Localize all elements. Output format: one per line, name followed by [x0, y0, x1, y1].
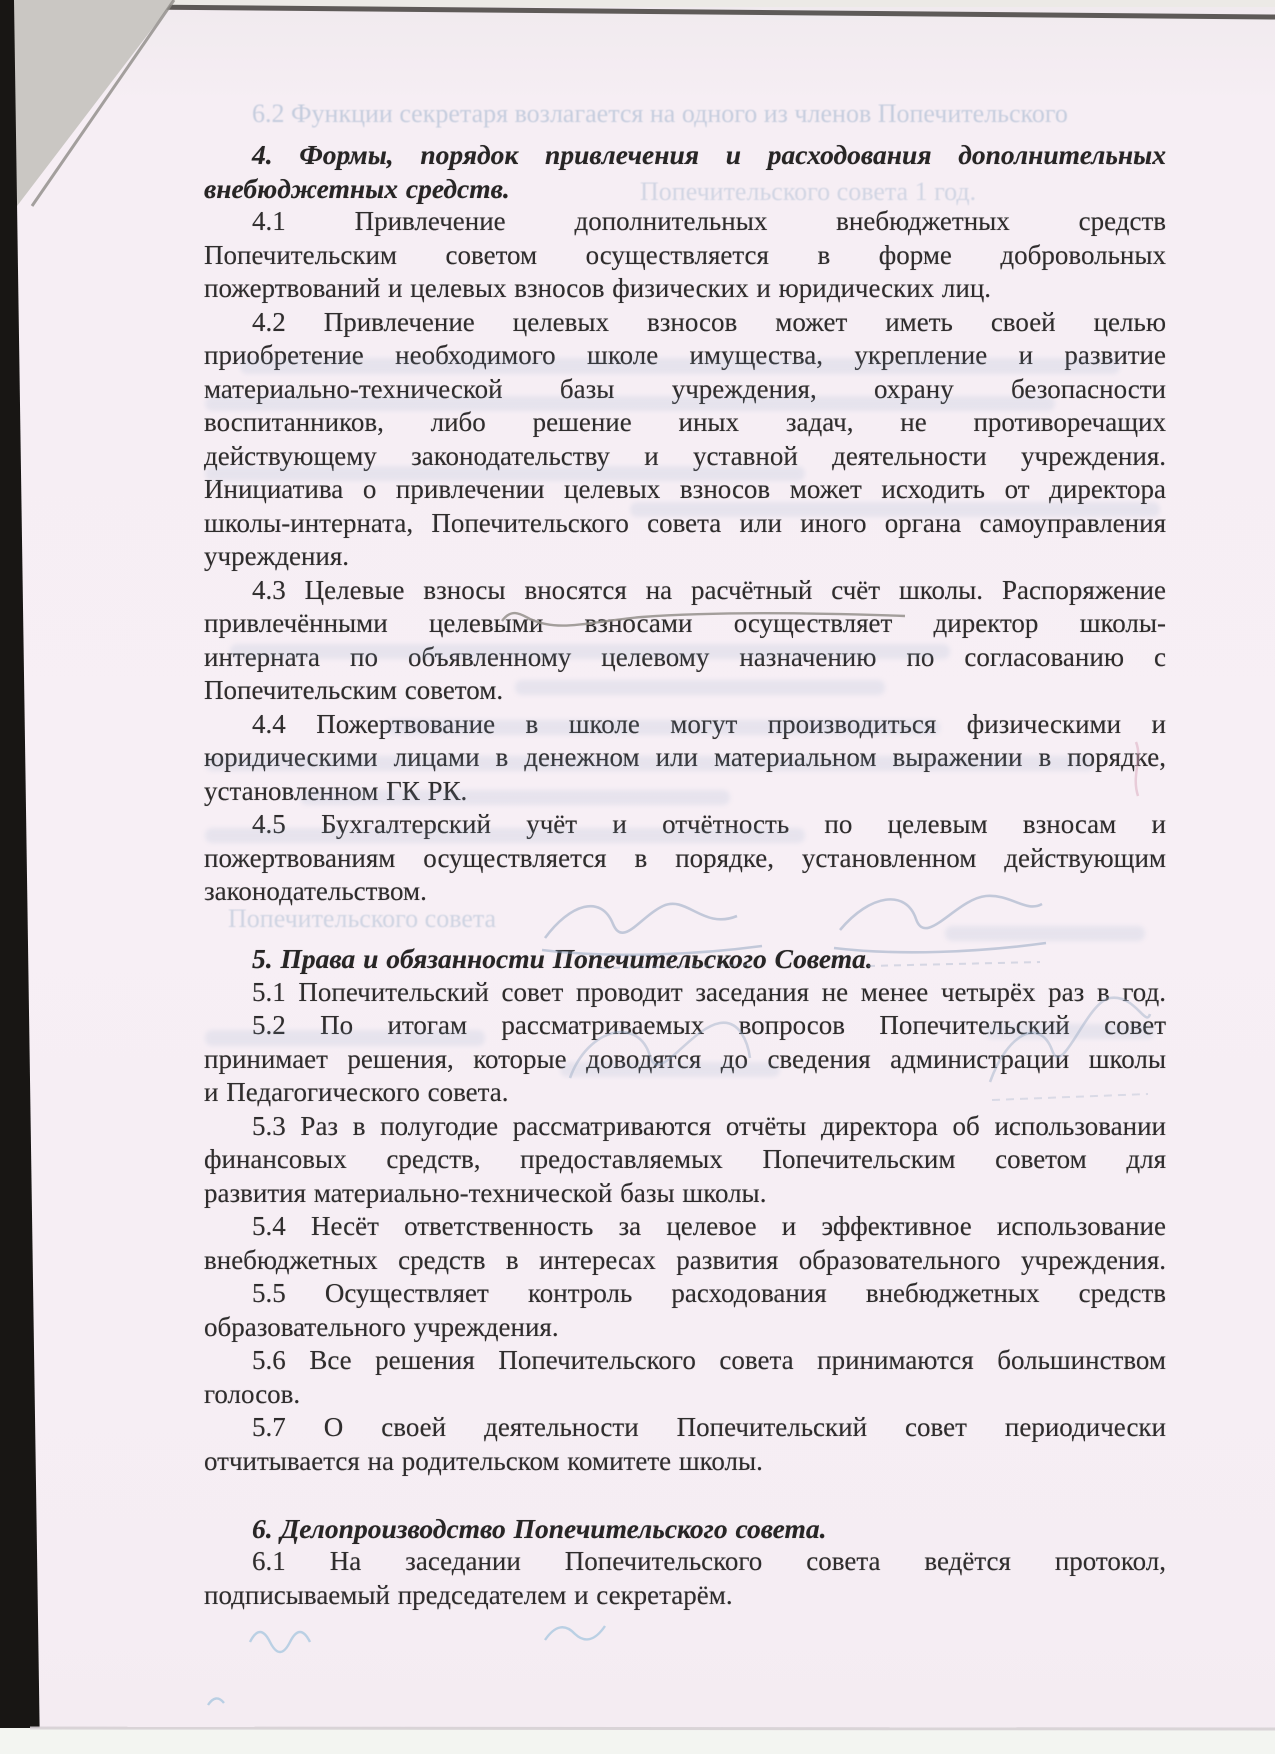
blue-ink-bleedmarks-bottom — [208, 1626, 605, 1705]
text-line: 4.4 Пожертвование в школе могут производиться физическими и — [252, 708, 1166, 739]
text-line: 4.1 Привлечение дополнительных внебюджетных средств — [252, 206, 1166, 236]
page-top-edge-shadow — [138, 7, 1275, 17]
text-line: привлечёнными целевыми взносами осуществляет директор школы- — [204, 608, 1166, 638]
bleedthrough-text-mid: Попечительского совета — [228, 904, 497, 933]
text-line: 5.1 Попечительский совет проводит заседания не менее четырёх раз в год. — [252, 976, 1166, 1007]
text-line: и Педагогического совета. — [204, 1077, 509, 1107]
text-line: действующему законодательству и уставной деятельности учреждения. — [204, 440, 1166, 471]
text-line: 4.3 Целевые взносы вносятся на расчётный счёт школы. Распоряжение — [252, 574, 1166, 605]
text-line: установленном ГК РК. — [204, 775, 468, 806]
text-line: 5.4 Несёт ответственность за целевое и эффективное использование — [252, 1211, 1166, 1241]
text-line: Попечительским советом осуществляется в форме добровольных — [204, 239, 1166, 270]
text-line: финансовых средств, предоставляемых Попечительским советом для — [204, 1144, 1166, 1174]
text-line: отчитывается на родительском комитете школы. — [204, 1445, 763, 1476]
text-line: школы-интерната, Попечительского совета или иного органа самоуправления — [204, 507, 1166, 538]
text-line: пожертвований и целевых взносов физических и юридических лиц. — [204, 273, 992, 303]
text-line: 5.2 По итогам рассматриваемых вопросов Попечительский совет — [252, 1010, 1166, 1040]
text-line: интерната по объявленному целевому назначению по согласованию с — [204, 641, 1166, 672]
bleedthrough-text-fragment: Попечительского совета 1 год. — [640, 177, 977, 206]
text-line: 5.6 Все решения Попечительского совета принимаются большинством — [252, 1345, 1166, 1375]
text-line: 5. Права и обязанности Попечительского Совета. — [252, 943, 873, 974]
text-line: юридическими лицами в денежном или материальном выражении в порядке, — [204, 742, 1166, 772]
bleedthrough-text-top: 6.2 Функции секретаря возлагается на одного из членов Попечительского — [252, 99, 1068, 128]
text-line: 6.1 На заседании Попечительского совета ведётся протокол, — [252, 1546, 1166, 1576]
text-line: приобретение необходимого школе имущества, укрепление и развитие — [204, 340, 1166, 370]
text-line: 5.7 О своей деятельности Попечительский совет периодически — [252, 1412, 1166, 1442]
text-line: принимает решения, которые доводятся до сведения администрации школы — [204, 1043, 1166, 1074]
text-line: Инициатива о привлечении целевых взносов может исходить от директора — [204, 474, 1166, 504]
text-line: воспитанников, либо решение иных задач, не противоречащих — [204, 407, 1166, 437]
text-line: внебюджетных средств в интересах развития образовательного учреждения. — [204, 1244, 1166, 1275]
page-corner-underlay — [14, 0, 174, 210]
scanner-gap-bottom — [0, 1728, 1275, 1754]
text-line: образовательного учреждения. — [204, 1311, 559, 1342]
text-line: 4.5 Бухгалтерский учёт и отчётность по целевым взносам и — [252, 809, 1166, 839]
text-line — [204, 909, 1166, 943]
text-line: подписываемый председателем и секретарём. — [204, 1579, 733, 1610]
document-text — [204, 138, 1166, 1612]
text-line: 5.3 Раз в полугодие рассматриваются отчёты директора об использовании — [252, 1110, 1166, 1141]
text-line: внебюджетных средств. — [204, 172, 510, 204]
text-line: материально-технической базы учреждения, охрану безопасности — [204, 373, 1166, 404]
page-bottom-edge-shadow — [30, 1728, 1275, 1729]
text-line: учреждения. — [204, 541, 350, 571]
text-line: пожертвованиям осуществляется в порядке, установленном действующим — [204, 842, 1166, 873]
text-line: голосов. — [204, 1378, 301, 1409]
text-line: законодательством. — [204, 876, 427, 906]
text-line: 6. Делопроизводство Попечительского совета. — [252, 1512, 827, 1544]
text-line: Попечительским советом. — [204, 675, 504, 705]
scanner-edge-left — [0, 0, 40, 1754]
text-line: развития материально-технической базы школы. — [204, 1177, 767, 1208]
text-line — [204, 1478, 1166, 1512]
text-line: 4. Формы, порядок привлечения и расходования дополнительных — [252, 139, 1166, 170]
page-corner-edge — [32, 0, 174, 206]
scanner-gap-top — [14, 0, 1275, 7]
text-line: 5.5 Осуществляет контроль расходования внебюджетных средств — [252, 1278, 1166, 1308]
text-line: 4.2 Привлечение целевых взносов может иметь своей целью — [252, 306, 1166, 337]
